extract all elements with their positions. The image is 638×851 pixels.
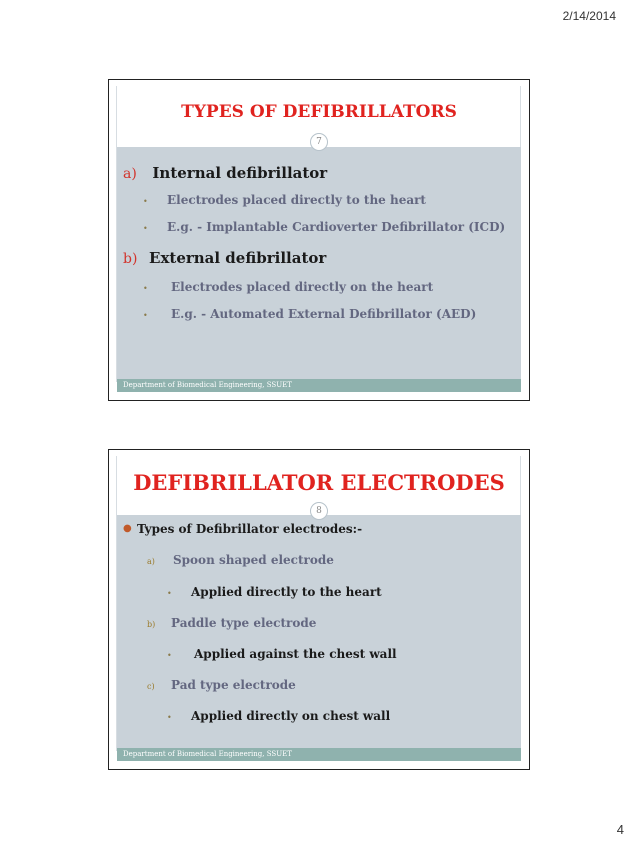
bullet-icon: • xyxy=(143,311,148,320)
slide-footer: Department of Biomedical Engineering, SSUET xyxy=(117,748,521,761)
slide-number-badge: 8 xyxy=(310,502,328,520)
list-item-text: External defibrillator xyxy=(149,249,327,267)
page-number: 4 xyxy=(616,822,624,837)
bullet-icon: ● xyxy=(123,523,132,534)
list-item-text: E.g. - Implantable Cardioverter Defibrillator (ICD) xyxy=(167,220,506,234)
list-item-text: Internal defibrillator xyxy=(152,164,328,182)
slide-footer: Department of Biomedical Engineering, SSUET xyxy=(117,379,521,392)
list-marker: b) xyxy=(123,251,138,267)
list-item-text: Electrodes placed directly to the heart xyxy=(167,193,426,207)
list-item-text: Pad type electrode xyxy=(171,678,296,692)
intro-text: Types of Defibrillator electrodes:- xyxy=(137,522,363,536)
bullet-icon: • xyxy=(143,224,148,233)
slide-number-badge: 7 xyxy=(310,133,328,151)
list-item-text: Applied directly on chest wall xyxy=(191,709,391,723)
bullet-icon: • xyxy=(167,589,172,598)
slide-defibrillator-electrodes xyxy=(108,449,530,770)
list-item xyxy=(123,163,327,182)
list-marker: a) xyxy=(147,557,155,566)
list-item xyxy=(123,248,326,267)
bullet-icon: • xyxy=(143,197,148,206)
list-item-text: E.g. - Automated External Defibrillator (AED) xyxy=(171,307,477,321)
list-item-text: Electrodes placed directly on the heart xyxy=(171,280,434,294)
list-item-text: Paddle type electrode xyxy=(171,616,317,630)
bullet-icon: • xyxy=(143,284,148,293)
list-marker: b) xyxy=(147,620,156,629)
list-marker: a) xyxy=(123,166,137,182)
list-item-text: Spoon shaped electrode xyxy=(173,553,334,567)
bullet-icon: • xyxy=(167,713,172,722)
list-marker: c) xyxy=(147,682,155,691)
slide-title: DEFIBRILLATOR ELECTRODES xyxy=(133,470,505,495)
bullet-icon: • xyxy=(167,651,172,660)
list-item-text: Applied against the chest wall xyxy=(194,647,397,661)
list-item-text: Applied directly to the heart xyxy=(191,585,382,599)
print-date: 2/14/2014 xyxy=(562,9,616,23)
slide-title: TYPES OF DEFIBRILLATORS xyxy=(181,102,457,122)
slide-types-of-defibrillators xyxy=(108,79,530,401)
